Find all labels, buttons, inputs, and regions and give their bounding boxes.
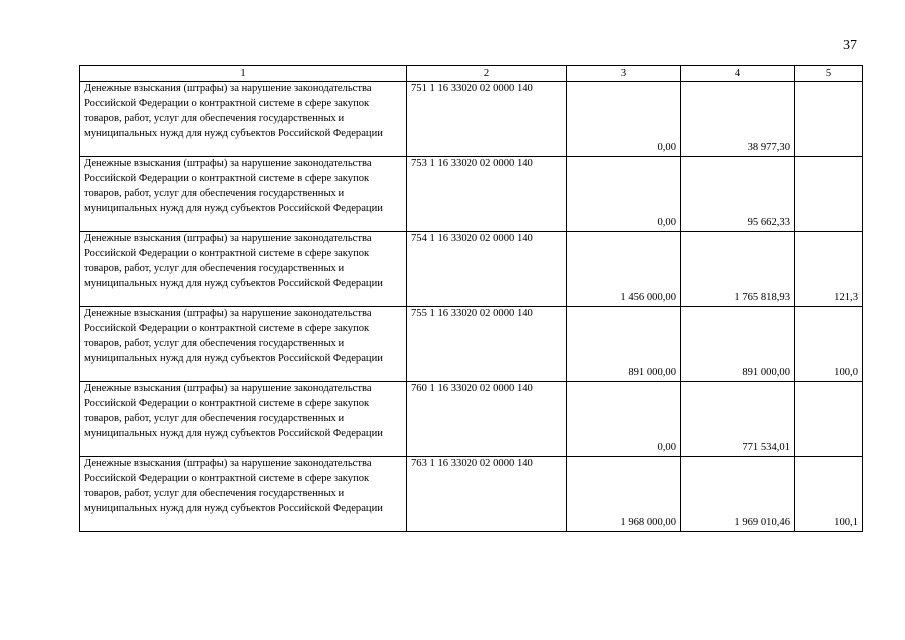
- value-cell-col4: 1 765 818,93: [681, 232, 795, 307]
- table-row: [80, 457, 863, 532]
- table-row: [80, 382, 863, 457]
- revenue-name-cell: Денежные взыскания (штрафы) за нарушение законодательства Российской Федерации о контрактной системе в сфере закупок товаров, работ, услуг для обеспечения государственных и муниципальных нужд для нужд субъектов Российской Федерации: [80, 457, 407, 532]
- column-header: 5: [795, 66, 863, 82]
- column-header: 4: [681, 66, 795, 82]
- value-cell-col4: 95 662,33: [681, 157, 795, 232]
- value-cell-col3: 0,00: [567, 382, 681, 457]
- table-row: [80, 232, 863, 307]
- value-cell-col5: [795, 382, 863, 457]
- budget-table: [79, 65, 863, 532]
- revenue-name-cell: Денежные взыскания (штрафы) за нарушение законодательства Российской Федерации о контрактной системе в сфере закупок товаров, работ, услуг для обеспечения государственных и муниципальных нужд для нужд субъектов Российской Федерации: [80, 82, 407, 157]
- value-cell-col3: 891 000,00: [567, 307, 681, 382]
- table-row: [80, 307, 863, 382]
- column-header: 1: [80, 66, 407, 82]
- budget-code-cell: 751 1 16 33020 02 0000 140: [407, 82, 567, 157]
- value-cell-col3: 0,00: [567, 82, 681, 157]
- value-cell-col3: 0,00: [567, 157, 681, 232]
- value-cell-col5: 100,0: [795, 307, 863, 382]
- budget-code-cell: 753 1 16 33020 02 0000 140: [407, 157, 567, 232]
- value-cell-col5: [795, 82, 863, 157]
- revenue-name-cell: Денежные взыскания (штрафы) за нарушение законодательства Российской Федерации о контрактной системе в сфере закупок товаров, работ, услуг для обеспечения государственных и муниципальных нужд для нужд субъектов Российской Федерации: [80, 382, 407, 457]
- table-row: [80, 82, 863, 157]
- value-cell-col5: 100,1: [795, 457, 863, 532]
- table-row: [80, 157, 863, 232]
- value-cell-col4: 1 969 010,46: [681, 457, 795, 532]
- column-header: 2: [407, 66, 567, 82]
- budget-code-cell: 754 1 16 33020 02 0000 140: [407, 232, 567, 307]
- value-cell-col5: 121,3: [795, 232, 863, 307]
- value-cell-col4: 38 977,30: [681, 82, 795, 157]
- budget-code-cell: 755 1 16 33020 02 0000 140: [407, 307, 567, 382]
- budget-code-cell: 760 1 16 33020 02 0000 140: [407, 382, 567, 457]
- column-header: 3: [567, 66, 681, 82]
- revenue-name-cell: Денежные взыскания (штрафы) за нарушение законодательства Российской Федерации о контрактной системе в сфере закупок товаров, работ, услуг для обеспечения государственных и муниципальных нужд для нужд субъектов Российской Федерации: [80, 307, 407, 382]
- value-cell-col5: [795, 157, 863, 232]
- value-cell-col3: 1 968 000,00: [567, 457, 681, 532]
- revenue-name-cell: Денежные взыскания (штрафы) за нарушение законодательства Российской Федерации о контрактной системе в сфере закупок товаров, работ, услуг для обеспечения государственных и муниципальных нужд для нужд субъектов Российской Федерации: [80, 232, 407, 307]
- value-cell-col3: 1 456 000,00: [567, 232, 681, 307]
- page-number: 37: [843, 38, 857, 53]
- header-row: [80, 66, 863, 82]
- revenue-name-cell: Денежные взыскания (штрафы) за нарушение законодательства Российской Федерации о контрактной системе в сфере закупок товаров, работ, услуг для обеспечения государственных и муниципальных нужд для нужд субъектов Российской Федерации: [80, 157, 407, 232]
- value-cell-col4: 771 534,01: [681, 382, 795, 457]
- value-cell-col4: 891 000,00: [681, 307, 795, 382]
- budget-code-cell: 763 1 16 33020 02 0000 140: [407, 457, 567, 532]
